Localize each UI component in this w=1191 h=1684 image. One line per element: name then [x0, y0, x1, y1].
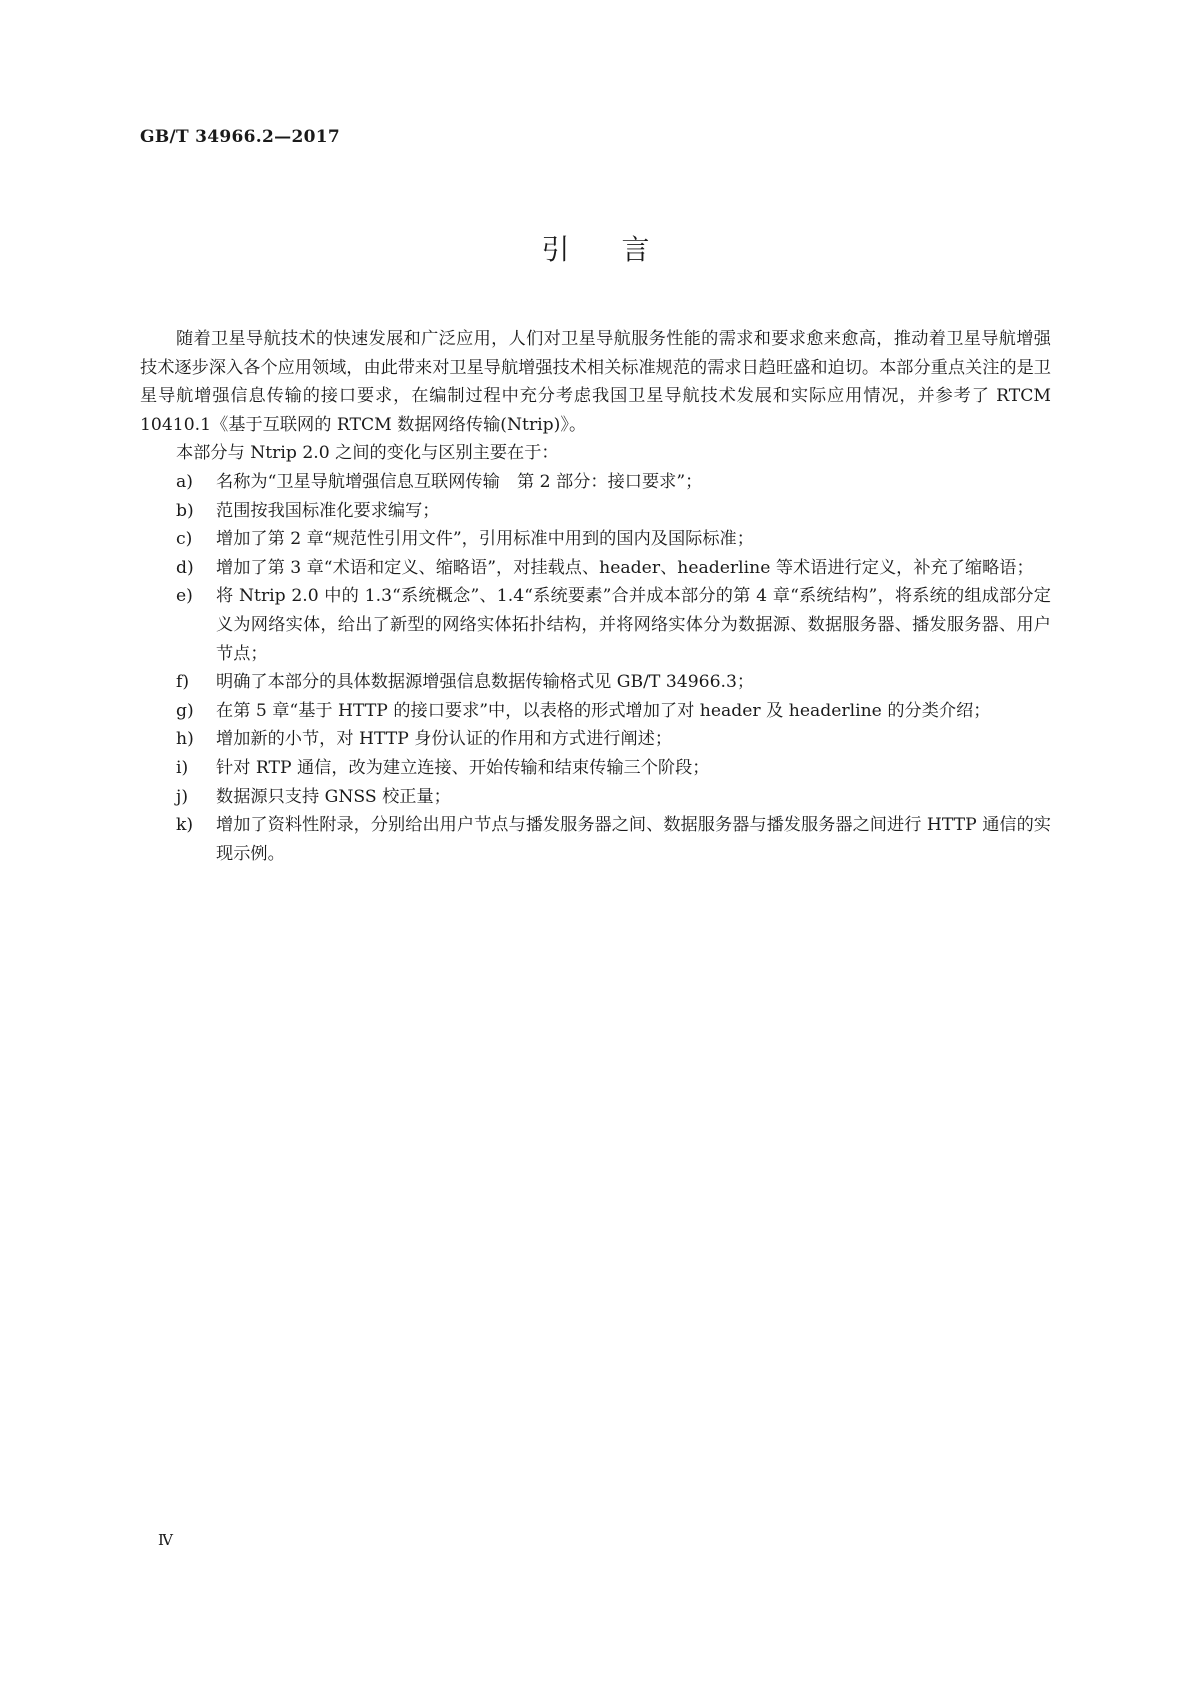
list-item-text: 将 Ntrip 2.0 中的 1.3“系统概念”、1.4“系统要素”合并成本部分的第 4 章“系统结构”，将系统的组成部分定义为网络实体，给出了新型的网络实体拓扑结构，并将网络实体分为数据源、数据服务器、播发服务器、用户节点； — [216, 586, 1051, 664]
list-item-text: 增加了资料性附录，分别给出用户节点与播发服务器之间、数据服务器与播发服务器之间进行 HTTP 通信的实现示例。 — [216, 815, 1051, 864]
changes-list — [140, 468, 1051, 868]
list-item-text: 范围按我国标准化要求编写； — [216, 500, 440, 521]
list-item-text: 针对 RTP 通信，改为建立连接、开始传输和结束传输三个阶段； — [216, 757, 710, 778]
page-title — [0, 228, 1191, 268]
list-marker: h) — [176, 729, 194, 750]
list-item-text: 数据源只支持 GNSS 校正量； — [216, 786, 451, 807]
list-marker: b) — [176, 500, 194, 521]
list-marker: j) — [176, 786, 189, 807]
list-item-text: 名称为“卫星导航增强信息互联网传输 第 2 部分：接口要求”； — [216, 471, 703, 492]
list-item-k — [140, 811, 1051, 868]
standard-code: GB/T 34966.2—2017 — [140, 127, 340, 147]
page-number: Ⅳ — [158, 1531, 173, 1549]
list-marker: i) — [176, 757, 189, 778]
list-marker: f) — [176, 672, 190, 693]
changes-intro: 本部分与 Ntrip 2.0 之间的变化与区别主要在于： — [176, 443, 559, 464]
list-item-c — [140, 525, 1051, 554]
list-item-a — [140, 468, 1051, 497]
list-item-text: 在第 5 章“基于 HTTP 的接口要求”中，以表格的形式增加了对 header 及 headerline 的分类介绍； — [216, 700, 991, 721]
list-marker: g) — [176, 700, 194, 721]
intro-paragraph: 随着卫星导航技术的快速发展和广泛应用，人们对卫星导航服务性能的需求和要求愈来愈高，推动着卫星导航增强技术逐步深入各个应用领域，由此带来对卫星导航增强技术相关标准规范的需求日趋旺盛和迫切。本部分重点关注的是卫星导航增强信息传输的接口要求，在编制过程中充分考虑我国卫星导航技术发展和实际应用情况，并参考了 RTCM 10410.1《基于互联网的 RTCM 数据网络传输(Ntrip)》。 — [140, 329, 1051, 435]
list-item-j — [140, 783, 1051, 812]
list-marker: c) — [176, 529, 193, 550]
list-item-text: 增加新的小节，对 HTTP 身份认证的作用和方式进行阐述； — [216, 729, 673, 750]
list-item-text: 增加了第 2 章“规范性引用文件”，引用标准中用到的国内及国际标准； — [216, 529, 754, 550]
list-item-e — [140, 582, 1051, 668]
list-item-text: 增加了第 3 章“术语和定义、缩略语”，对挂载点、header、headerline 等术语进行定义，补充了缩略语； — [216, 557, 1034, 578]
list-item-d — [140, 554, 1051, 583]
list-marker: a) — [176, 471, 193, 492]
list-item-i — [140, 754, 1051, 783]
list-marker: d) — [176, 557, 194, 578]
list-marker: k) — [176, 815, 194, 836]
list-item-h — [140, 725, 1051, 754]
list-item-b — [140, 497, 1051, 526]
list-marker: e) — [176, 586, 193, 607]
title-char-2: 言 — [621, 233, 650, 266]
body-text — [140, 325, 1051, 868]
list-item-g — [140, 697, 1051, 726]
title-char-1: 引 — [541, 233, 570, 266]
list-item-f — [140, 668, 1051, 697]
list-item-text: 明确了本部分的具体数据源增强信息数据传输格式见 GB/T 34966.3； — [216, 672, 755, 693]
